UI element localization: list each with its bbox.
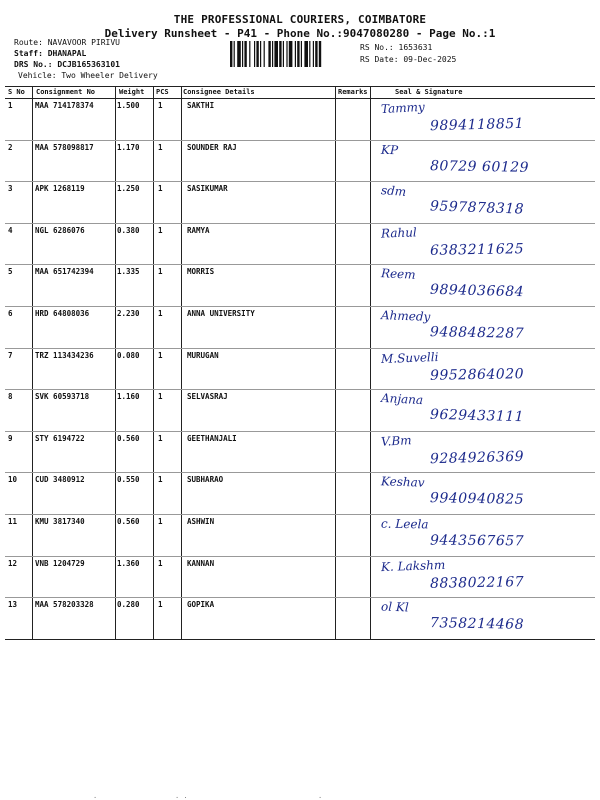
row-sno: 6 <box>8 309 13 318</box>
runsheet-table <box>5 86 595 640</box>
row-consignee: SOUNDER RAJ <box>187 142 237 152</box>
row-sno: 10 <box>8 475 18 485</box>
drs-label: DRS No.: <box>14 60 53 69</box>
route-value: NAVAVOOR PIRIVU <box>47 38 120 47</box>
row-consignment-no: MAA 651742394 <box>35 267 94 277</box>
rs-no-label: RS No.: <box>360 43 394 52</box>
row-consignee: MURUGAN <box>187 350 219 360</box>
row-pcs: 1 <box>158 392 163 402</box>
col-header-consignee: Consignee Details <box>183 88 255 96</box>
row-weight: 1.335 <box>117 267 140 277</box>
row-consignment-no: HRD 64808036 <box>35 309 90 318</box>
col-header-remarks: Remarks <box>338 88 368 96</box>
row-sno: 11 <box>8 517 18 526</box>
row-pcs: 1 <box>158 142 163 152</box>
signature-name: Rahul <box>380 225 417 241</box>
signature-phone: 80729 60129 <box>429 157 530 176</box>
signature-name: Anjana <box>380 391 424 408</box>
row-consignee: ANNA UNIVERSITY <box>187 309 255 318</box>
row-pcs: 1 <box>158 350 163 360</box>
row-pcs: 1 <box>158 267 163 277</box>
row-sno: 7 <box>8 350 13 360</box>
row-weight: 0.560 <box>117 433 140 443</box>
row-divider <box>5 597 595 598</box>
rs-no-line <box>360 43 432 52</box>
row-divider <box>5 472 595 473</box>
row-weight: 0.550 <box>117 475 140 485</box>
staff-label: Staff: <box>14 49 43 58</box>
header-rule <box>5 98 595 99</box>
row-consignment-no: VNB 1204729 <box>35 558 85 568</box>
row-weight: 1.160 <box>117 392 140 402</box>
signature-phone: 9894036684 <box>429 282 525 301</box>
rs-no-value: 1653631 <box>398 43 433 52</box>
row-consignment-no: MAA 714178374 <box>35 101 94 110</box>
vehicle-line <box>18 71 158 80</box>
drs-value: DCJB165363101 <box>57 60 120 69</box>
row-divider <box>5 389 595 390</box>
row-sno: 4 <box>8 225 13 235</box>
footer-mark: . <box>93 792 98 800</box>
row-weight: 1.170 <box>117 142 140 152</box>
signature-name: K. Lakshm <box>380 557 446 574</box>
row-weight: 1.500 <box>117 101 140 110</box>
row-consignee: GOPIKA <box>187 600 215 610</box>
row-weight: 0.080 <box>117 350 140 360</box>
row-sno: 8 <box>8 392 13 402</box>
signature-name: Tammy <box>380 99 426 117</box>
rs-date-value: 09-Dec-2025 <box>403 55 457 64</box>
footer-mark: . <box>318 792 323 800</box>
signature-phone: 6383211625 <box>429 240 525 259</box>
signature-name: sdm <box>380 183 407 200</box>
row-divider <box>5 264 595 265</box>
row-sno: 2 <box>8 142 13 152</box>
row-pcs: 1 <box>158 433 163 443</box>
row-sno: 13 <box>8 600 18 610</box>
row-sno: 1 <box>8 101 13 110</box>
signature-name: Ahmedy <box>380 308 431 324</box>
company-title: THE PROFESSIONAL COURIERS, COIMBATORE <box>173 13 427 26</box>
row-consignment-no: TRZ 113434236 <box>35 350 94 360</box>
signature-phone: 8838022167 <box>429 573 525 592</box>
row-weight: 0.560 <box>117 517 140 526</box>
col-header-weight: Weight <box>119 88 145 96</box>
runsheet-subtitle: Delivery Runsheet - P41 - Phone No.:9047080280 - Page No.:1 <box>104 27 496 40</box>
signature-phone: 9597878318 <box>429 198 525 218</box>
row-divider <box>5 181 595 182</box>
row-sno: 5 <box>8 267 13 277</box>
signature-phone: 9952864020 <box>429 365 525 384</box>
barcode-icon <box>230 41 354 67</box>
signature-phone: 7358214468 <box>429 615 525 634</box>
row-consignment-no: APK 1268119 <box>35 184 85 194</box>
vehicle-value: Two Wheeler Delivery <box>61 71 158 80</box>
signature-name: KP <box>380 142 399 157</box>
signature-phone: 9443567657 <box>429 532 525 550</box>
signature-name: Keshav <box>380 474 425 491</box>
row-consignment-no: SVK 60593718 <box>35 392 90 402</box>
row-pcs: 1 <box>158 475 163 485</box>
row-pcs: 1 <box>158 600 163 610</box>
rs-date-line <box>360 55 456 64</box>
col-header-consignment: Consignment No <box>36 88 96 96</box>
row-consignment-no: MAA 578098817 <box>35 142 94 152</box>
row-consignment-no: CUD 3480912 <box>35 475 85 485</box>
row-consignment-no: NGL 6286076 <box>35 225 85 235</box>
row-divider <box>5 348 595 349</box>
row-consignee: SELVASRAJ <box>187 392 228 402</box>
row-consignee: MORRIS <box>187 267 215 277</box>
row-divider <box>5 140 595 141</box>
row-sno: 12 <box>8 558 18 568</box>
row-consignee: RAMYA <box>187 225 210 235</box>
vehicle-label: Vehicle: <box>18 71 57 80</box>
row-pcs: 1 <box>158 558 163 568</box>
row-consignment-no: MAA 578203328 <box>35 600 94 610</box>
signature-phone: 9940940825 <box>429 490 525 509</box>
row-consignee: ASHWIN <box>187 517 215 526</box>
row-pcs: 1 <box>158 309 163 318</box>
row-divider <box>5 223 595 224</box>
route-line <box>14 38 120 47</box>
row-consignment-no: KMU 3817340 <box>35 517 85 526</box>
row-weight: 2.230 <box>117 309 140 318</box>
row-divider <box>5 556 595 557</box>
signature-phone: 9629433111 <box>429 406 525 426</box>
signature-phone: 9894118851 <box>429 115 525 135</box>
row-consignee: SASIKUMAR <box>187 184 228 194</box>
col-header-sno: S No <box>8 88 25 96</box>
rs-date-label: RS Date: <box>360 55 399 64</box>
row-consignment-no: STY 6194722 <box>35 433 85 443</box>
row-sno: 9 <box>8 433 13 443</box>
footer-mark: . . <box>175 792 188 800</box>
signature-name: ol Kl <box>380 599 409 615</box>
signature-name: M.Suvelli <box>380 349 439 366</box>
row-sno: 3 <box>8 184 13 194</box>
row-weight: 1.360 <box>117 558 140 568</box>
row-pcs: 1 <box>158 184 163 194</box>
row-divider <box>5 514 595 515</box>
row-weight: 0.380 <box>117 225 140 235</box>
signature-phone: 9488482287 <box>429 324 525 342</box>
row-consignee: SUBHARAO <box>187 475 224 485</box>
row-pcs: 1 <box>158 225 163 235</box>
row-divider <box>5 306 595 307</box>
row-weight: 0.280 <box>117 600 140 610</box>
signature-name: V.Bm <box>380 433 412 449</box>
col-header-pcs: PCS <box>156 88 169 96</box>
row-consignee: GEETHANJALI <box>187 433 237 443</box>
route-label: Route: <box>14 38 43 47</box>
staff-value: DHANAPAL <box>47 49 87 58</box>
row-weight: 1.250 <box>117 184 140 194</box>
signature-name: c. Leela <box>380 516 429 532</box>
drs-line <box>14 60 120 69</box>
staff-line <box>14 49 86 58</box>
row-pcs: 1 <box>158 101 163 110</box>
row-divider <box>5 431 595 432</box>
col-header-signature: Seal & Signature <box>395 88 463 96</box>
row-consignee: KANNAN <box>187 558 215 568</box>
row-consignee: SAKTHI <box>187 101 215 110</box>
signature-name: Reem <box>380 266 416 283</box>
row-pcs: 1 <box>158 517 163 526</box>
signature-phone: 9284926369 <box>429 448 525 468</box>
